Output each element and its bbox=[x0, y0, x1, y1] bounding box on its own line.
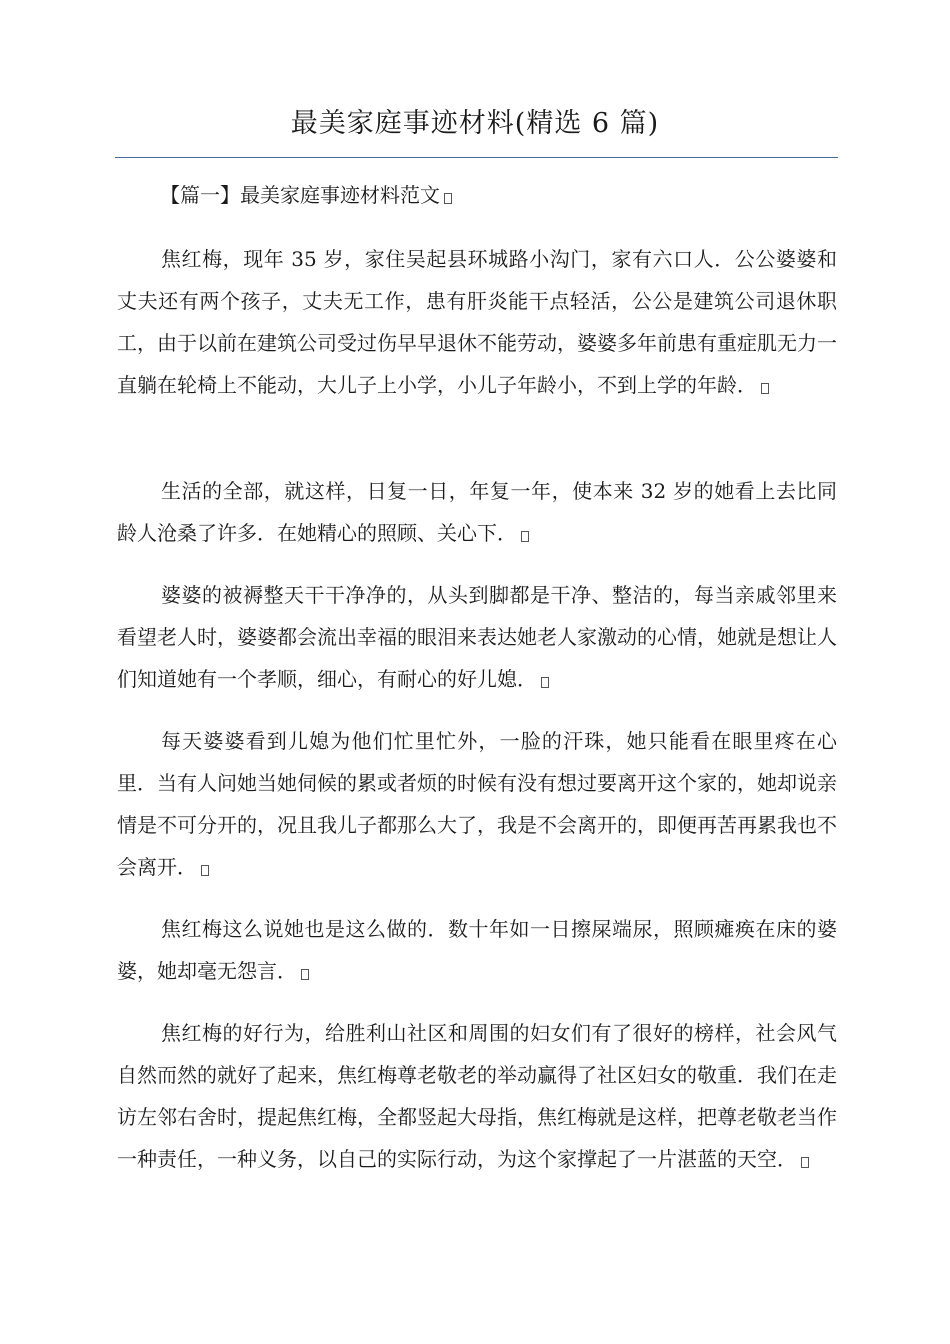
paragraph-4 bbox=[117, 720, 837, 888]
paragraph-mark-icon bbox=[444, 193, 452, 204]
paragraph-mark-icon bbox=[541, 677, 549, 688]
paragraph-mark-icon bbox=[201, 865, 209, 876]
paragraph-mark-icon bbox=[761, 383, 769, 394]
paragraph-text: 焦红梅，现年 35 岁，家住吴起县环城路小沟门，家有六口人．公公婆婆和丈夫还有两个孩子，丈夫无工作，患有肝炎能干点轻活，公公是建筑公司退休职工，由于以前在建筑公司受过伤早早退休不能劳动，婆婆多年前患有重症肌无力一直躺在轮椅上不能动，大儿子上小学，小儿子年龄小，不到上学的年龄． bbox=[117, 247, 837, 397]
document-title: 最美家庭事迹材料(精选 6 篇) bbox=[290, 108, 660, 139]
paragraph-2 bbox=[117, 470, 837, 554]
paragraph-text: 焦红梅的好行为，给胜利山社区和周围的妇女们有了很好的榜样，社会风气自然而然的就好了起来，焦红梅尊老敬老的举动赢得了社区妇女的敬重．我们在走访左邻右舍时，提起焦红梅，全都竖起大母指，焦红梅就是这样，把尊老敬老当作一种责任，一种义务，以自己的实际行动，为这个家撑起了一片湛蓝的天空． bbox=[117, 1021, 837, 1171]
paragraph-text: 婆婆的被褥整天干干净净的，从头到脚都是干净、整洁的，每当亲戚邻里来看望老人时，婆婆都会流出幸福的眼泪来表达她老人家激动的心情，她就是想让人们知道她有一个孝顺，细心，有耐心的好儿媳． bbox=[117, 583, 837, 691]
paragraph-1 bbox=[117, 238, 837, 406]
paragraph-5 bbox=[117, 908, 837, 992]
paragraph-3 bbox=[117, 574, 837, 700]
section-heading-text: 【篇一】最美家庭事迹材料范文 bbox=[160, 183, 440, 207]
paragraph-text: 生活的全部，就这样，日复一日，年复一年，使本来 32 岁的她看上去比同龄人沧桑了许多．在她精心的照顾、关心下． bbox=[117, 479, 837, 545]
paragraph-text: 焦红梅这么说她也是这么做的．数十年如一日擦屎端尿，照顾瘫痪在床的婆婆，她却毫无怨言． bbox=[117, 917, 837, 983]
paragraph-mark-icon bbox=[801, 1157, 809, 1168]
paragraph-mark-icon bbox=[301, 969, 309, 980]
paragraph-6 bbox=[117, 1012, 837, 1180]
paragraph-text: 每天婆婆看到儿媳为他们忙里忙外，一脸的汗珠，她只能看在眼里疼在心里．当有人问她当她伺候的累或者烦的时候有没有想过要离开这个家的，她却说亲情是不可分开的，况且我儿子都那么大了，我是不会离开的，即便再苦再累我也不会离开． bbox=[117, 729, 837, 879]
paragraph-mark-icon bbox=[521, 531, 529, 542]
title-divider bbox=[115, 157, 838, 158]
section-heading bbox=[160, 180, 452, 210]
